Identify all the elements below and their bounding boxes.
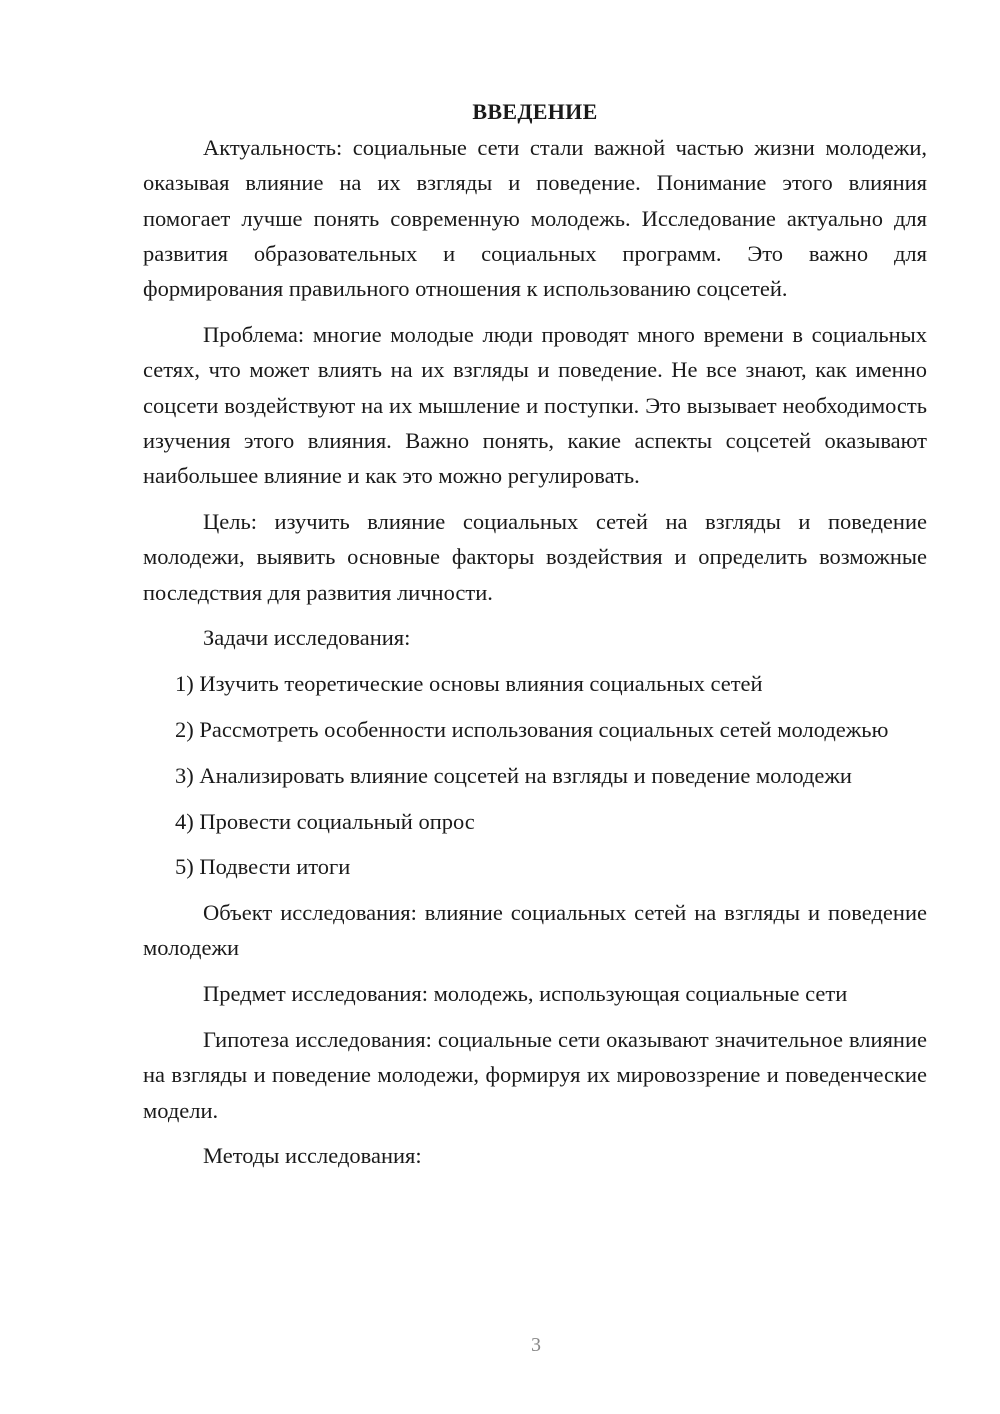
list-item: 2) Рассмотреть особенности использования социальных сетей молодежью: [175, 716, 889, 742]
page-title: ВВЕДЕНИЕ: [472, 99, 598, 124]
hypothesis-paragraph: Гипотеза исследования: социальные сети оказывают значительное влияние на взгляды и поведение молодежи, формируя их мировоззрение и поведенческие модели.: [143, 1027, 927, 1123]
problem-paragraph: Проблема: многие молодые люди проводят много времени в социальных сетях, что может влиять на их взгляды и поведение. Не все знают, как именно соцсети воздействуют на их мышление и поступки. Это вызывает необходимость изучения этого влияния. Важно понять, какие аспекты соцсетей оказывают наибольшее влияние и как это можно регулировать.: [143, 321, 927, 489]
methods-heading: Методы исследования:: [203, 1143, 422, 1169]
object-paragraph: Объект исследования: влияние социальных сетей на взгляды и поведение молодежи: [143, 900, 927, 961]
list-item: 4) Провести социальный опрос: [175, 808, 475, 834]
list-item: 1) Изучить теоретические основы влияния социальных сетей: [175, 671, 763, 697]
list-item: 3) Анализировать влияние соцсетей на взгляды и поведение молодежи: [175, 762, 852, 788]
tasks-list: [143, 666, 927, 884]
subject-paragraph: Предмет исследования: молодежь, использующая социальные сети: [203, 981, 848, 1007]
list-item: 5) Подвести итоги: [175, 854, 351, 880]
page-content: [143, 94, 927, 1174]
relevance-paragraph: Актуальность: социальные сети стали важной частью жизни молодежи, оказывая влияние на их взгляды и поведение. Понимание этого влияния помогает лучше понять современную молодежь. Исследование актуально для развития образовательных и социальных программ. Это важно для формирования правильного отношения к использованию соцсетей.: [143, 135, 927, 302]
tasks-heading: Задачи исследования:: [203, 625, 411, 651]
page-number: 3: [531, 1334, 541, 1356]
goal-paragraph: Цель: изучить влияние социальных сетей на взгляды и поведение молодежи, выявить основные факторы воздействия и определить возможные последствия для развития личности.: [143, 508, 927, 605]
